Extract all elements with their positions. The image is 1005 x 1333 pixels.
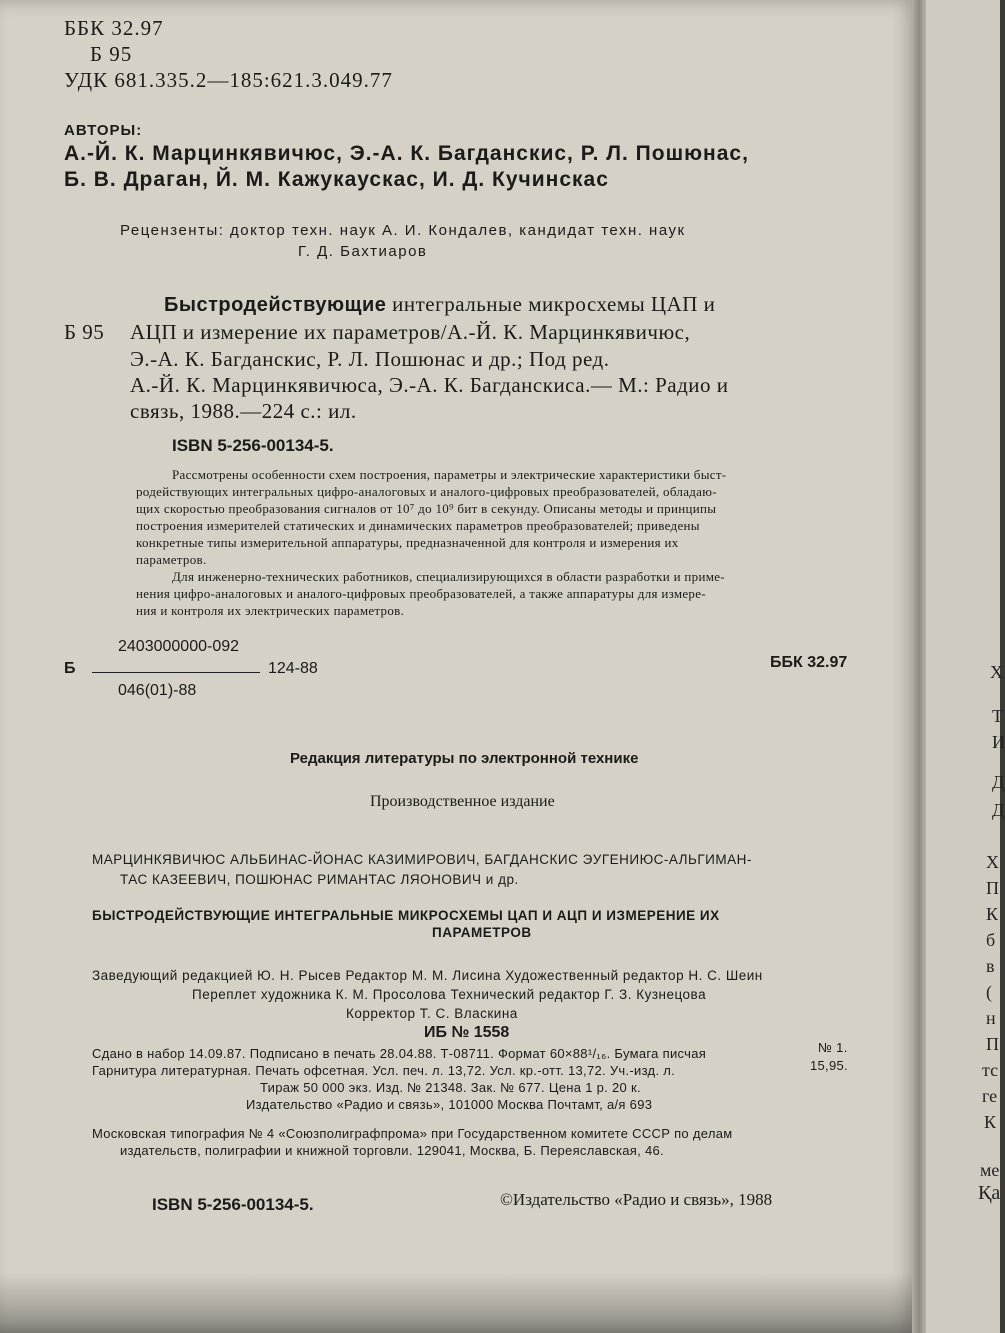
facing-letter: П (986, 878, 999, 898)
catalog-right: 124-88 (268, 660, 318, 677)
authors-line-2: Б. В. Драган, Й. М. Кажукаускас, И. Д. Кучинскас (64, 168, 609, 191)
title-caps-line-2: ПАРАМЕТРОВ (432, 925, 532, 940)
catalog-numerator: 2403000000-092 (118, 638, 240, 655)
title-caps-line-1: БЫСТРОДЕЙСТВУЮЩИЕ ИНТЕГРАЛЬНЫЕ МИКРОСХЕМЫ ЦАП И АЦП И ИЗМЕРЕНИЕ ИХ (92, 908, 720, 923)
editorial-kind: Производственное издание (370, 793, 555, 810)
imprint-line-5: Московская типография № 4 «Союзполиграфпрома» при Государственном комитете СССР по делам (92, 1126, 733, 1141)
footer-copyright: ©Издательство «Радио и связь», 1988 (500, 1190, 773, 1209)
biblio-line-4: А.-Й. К. Марцинкявичюса, Э.-А. К. Багданскиса.— М.: Радио и (130, 373, 729, 397)
facing-letter: Х (986, 852, 999, 872)
facing-letter: Х (990, 662, 1003, 682)
facing-letter: Д (992, 800, 1005, 820)
catalog-fraction-line (92, 672, 260, 673)
facing-letter: ге (982, 1086, 998, 1106)
facing-letter: н (986, 1008, 996, 1028)
credits-line-3: Корректор Т. С. Власкина (346, 1006, 518, 1021)
biblio-line-1-rest: интегральные микросхемы ЦАП и (392, 292, 716, 316)
imprint-line-2-side: 15,95. (810, 1058, 848, 1073)
abstract-line-7: Для инженерно-технических работников, специализирующихся в области разработки и приме- (172, 569, 725, 584)
abstract-line-8: нения цифро-аналоговых и аналого-цифровых преобразователей, а также аппаратуры для измере- (136, 586, 706, 601)
facing-letter: Қа (978, 1182, 1001, 1204)
abstract-line-2: родействующих интегральных цифро-аналоговых и аналого-цифровых преобразователей, обладаю- (136, 484, 717, 499)
imprint-line-3: Тираж 50 000 экз. Изд. № 21348. Зак. № 677. Цена 1 р. 20 к. (260, 1080, 641, 1095)
facing-letter: б (986, 930, 996, 950)
abstract-line-6: параметров. (136, 552, 207, 567)
facing-letter: П (986, 1034, 999, 1054)
imprint-line-6: издательств, полиграфии и книжной торговли. 129041, Москва, Б. Переяславская, 46. (120, 1143, 664, 1158)
facing-letter: К (984, 1112, 997, 1132)
biblio-line-2: АЦП и измерение их параметров/А.-Й. К. Марцинкявичюс, (130, 320, 691, 344)
ib-number: ИБ № 1558 (424, 1024, 510, 1041)
reviewers-line-2: Г. Д. Бахтиаров (298, 243, 428, 260)
biblio-code: Б 95 (64, 320, 105, 344)
authors-label: АВТОРЫ: (64, 122, 143, 139)
abstract-line-9: ния и контроля их электрических параметров. (136, 603, 405, 618)
abstract-line-4: построения измерителей статических и динамических параметров преобразователей; приведены (136, 518, 700, 533)
footer-isbn: ISBN 5-256-00134-5. (152, 1195, 314, 1214)
credits-line-1: Заведующий редакцией Ю. Н. Рысев Редактор М. М. Лисина Художественный редактор Н. С. Шеин (92, 968, 763, 983)
authors-full-line-1: МАРЦИНКЯВИЧЮС АЛЬБИНАС-ЙОНАС КАЗИМИРОВИЧ, БАГДАНСКИС ЭУГЕНИЮС-АЛЬГИМАН- (92, 852, 752, 867)
bbk-code: ББК 32.97 (64, 16, 164, 40)
facing-letter: тс (982, 1060, 999, 1080)
biblio-line-1 (164, 292, 715, 317)
credits-line-2: Переплет художника К. М. Просолова Технический редактор Г. З. Кузнецова (192, 987, 707, 1002)
facing-letter: ме (980, 1160, 1000, 1180)
udk-code: УДК 681.335.2—185:621.3.049.77 (64, 68, 393, 92)
abstract-line-3: щих скоростью преобразования сигналов от 10⁷ до 10⁹ бит в секунду. Описаны методы и принципы (136, 501, 717, 516)
catalog-bbk: ББК 32.97 (770, 654, 848, 671)
reviewers-line-1: Рецензенты: доктор техн. наук А. И. Кондалев, кандидат техн. наук (120, 222, 686, 239)
biblio-isbn: ISBN 5-256-00134-5. (172, 436, 334, 455)
catalog-b: Б (64, 660, 76, 677)
facing-letter: И (992, 732, 1005, 752)
authors-line-1: А.-Й. К. Марцинкявичюс, Э.-А. К. Багданскис, Р. Л. Пошюнас, (64, 142, 749, 165)
imprint-line-1: Сдано в набор 14.09.87. Подписано в печать 28.04.88. Т-08711. Формат 60×88¹/₁₆. Бумага писчая (92, 1046, 707, 1061)
biblio-title: Быстродействующие (164, 294, 387, 316)
abstract-line-1: Рассмотрены особенности схем построения, параметры и электрические характеристики быст- (172, 467, 727, 482)
abstract-line-5: конкретные типы измерительной аппаратуры, предназначенной для контроля и измерения их (136, 535, 679, 550)
imprint-line-4: Издательство «Радио и связь», 101000 Москва Почтамт, а/я 693 (246, 1097, 653, 1112)
facing-page (926, 0, 1005, 1333)
facing-letter: Д (992, 772, 1005, 792)
imprint-line-2: Гарнитура литературная. Печать офсетная. Усл. печ. л. 13,72. Усл. кр.-отт. 13,72. Уч.-изд. л. (92, 1063, 676, 1078)
facing-letter: К (986, 904, 999, 924)
biblio-line-5: связь, 1988.—224 с.: ил. (130, 399, 357, 423)
page-shadow (0, 1273, 918, 1333)
imprint-line-1-side: № 1. (818, 1040, 848, 1055)
b-code: Б 95 (90, 42, 133, 66)
editorial-dept: Редакция литературы по электронной технике (290, 750, 639, 767)
biblio-line-3: Э.-А. К. Багданскис, Р. Л. Пошюнас и др.; Под ред. (130, 347, 610, 371)
facing-letter: в (986, 956, 995, 976)
facing-letter: ( (986, 982, 992, 1002)
book-gutter (912, 0, 926, 1333)
facing-letter: Т (992, 706, 1003, 726)
catalog-denominator: 046(01)-88 (118, 682, 197, 699)
authors-full-line-2: ТАС КАЗЕЕВИЧ, ПОШЮНАС РИМАНТАС ЛЯОНОВИЧ и др. (120, 872, 519, 887)
